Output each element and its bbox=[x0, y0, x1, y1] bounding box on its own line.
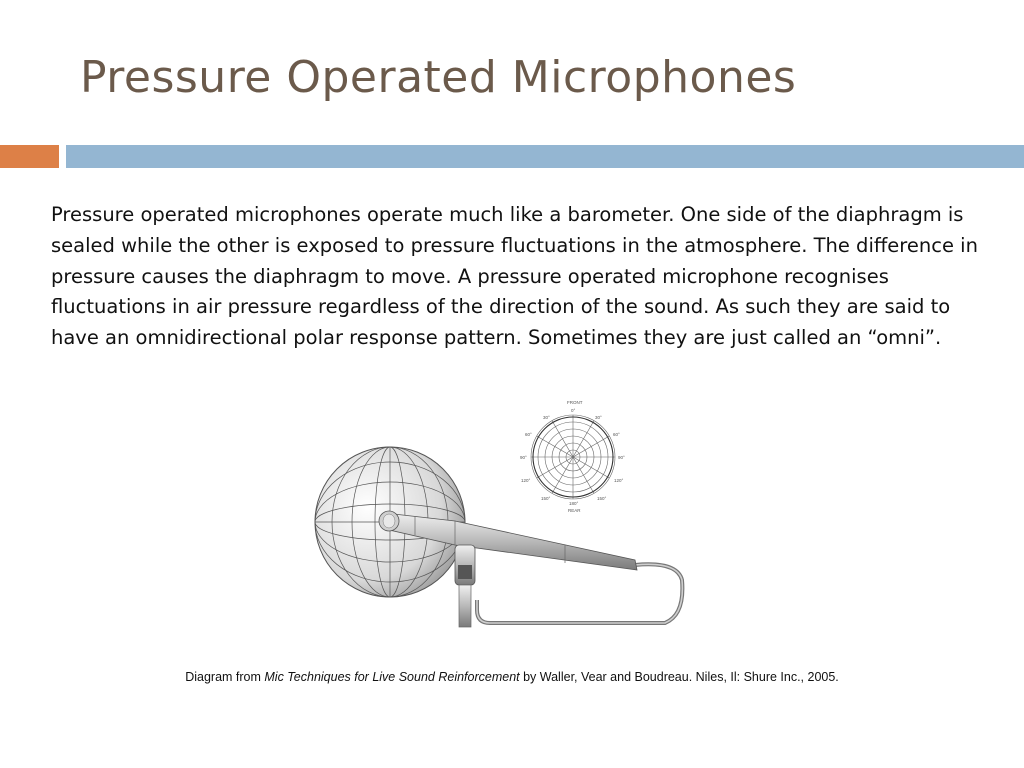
figure-caption bbox=[0, 670, 1024, 684]
accent-bar-orange bbox=[0, 145, 59, 168]
mic-stand-clip bbox=[455, 545, 475, 627]
polar-label-150-left: 150° bbox=[541, 496, 551, 501]
caption-book-title: Mic Techniques for Live Sound Reinforcement bbox=[264, 670, 520, 684]
polar-label-30-left: 30° bbox=[543, 415, 550, 420]
polar-label-rear: REAR bbox=[568, 508, 581, 513]
polar-response-plot bbox=[520, 400, 625, 513]
polar-label-front: FRONT bbox=[567, 400, 583, 405]
caption-suffix: by Waller, Vear and Boudreau. Niles, Il: Shure Inc., 2005. bbox=[519, 670, 839, 684]
polar-label-150-right: 150° bbox=[597, 496, 607, 501]
accent-bar-blue bbox=[66, 145, 1024, 168]
polar-label-30-right: 30° bbox=[595, 415, 602, 420]
polar-label-90-left: 90° bbox=[520, 455, 527, 460]
body-paragraph: Pressure operated microphones operate much like a barometer. One side of the diaphragm is sealed while the other is exposed to pressure fluctuations in the atmosphere. The difference in pressure causes the diaphragm to move. A pressure operated microphone recognises fluctuations in air pressure regardless of the direction of the sound. As such they are said to have an omnidirectional polar response pattern. Sometimes they are just called an “omni”. bbox=[51, 203, 978, 350]
mic-cable bbox=[477, 564, 682, 623]
caption-prefix: Diagram from bbox=[185, 670, 265, 684]
polar-label-120-right: 120° bbox=[614, 478, 624, 483]
omni-microphone-diagram bbox=[305, 395, 705, 645]
polar-label-120-left: 120° bbox=[521, 478, 531, 483]
polar-label-60-left: 60° bbox=[525, 432, 532, 437]
polar-label-180: 180° bbox=[569, 501, 579, 506]
polar-label-60-right: 60° bbox=[613, 432, 620, 437]
polar-label-90-right: 90° bbox=[618, 455, 625, 460]
slide-title: Pressure Operated Microphones bbox=[80, 52, 797, 103]
polar-label-0: 0° bbox=[571, 408, 576, 413]
